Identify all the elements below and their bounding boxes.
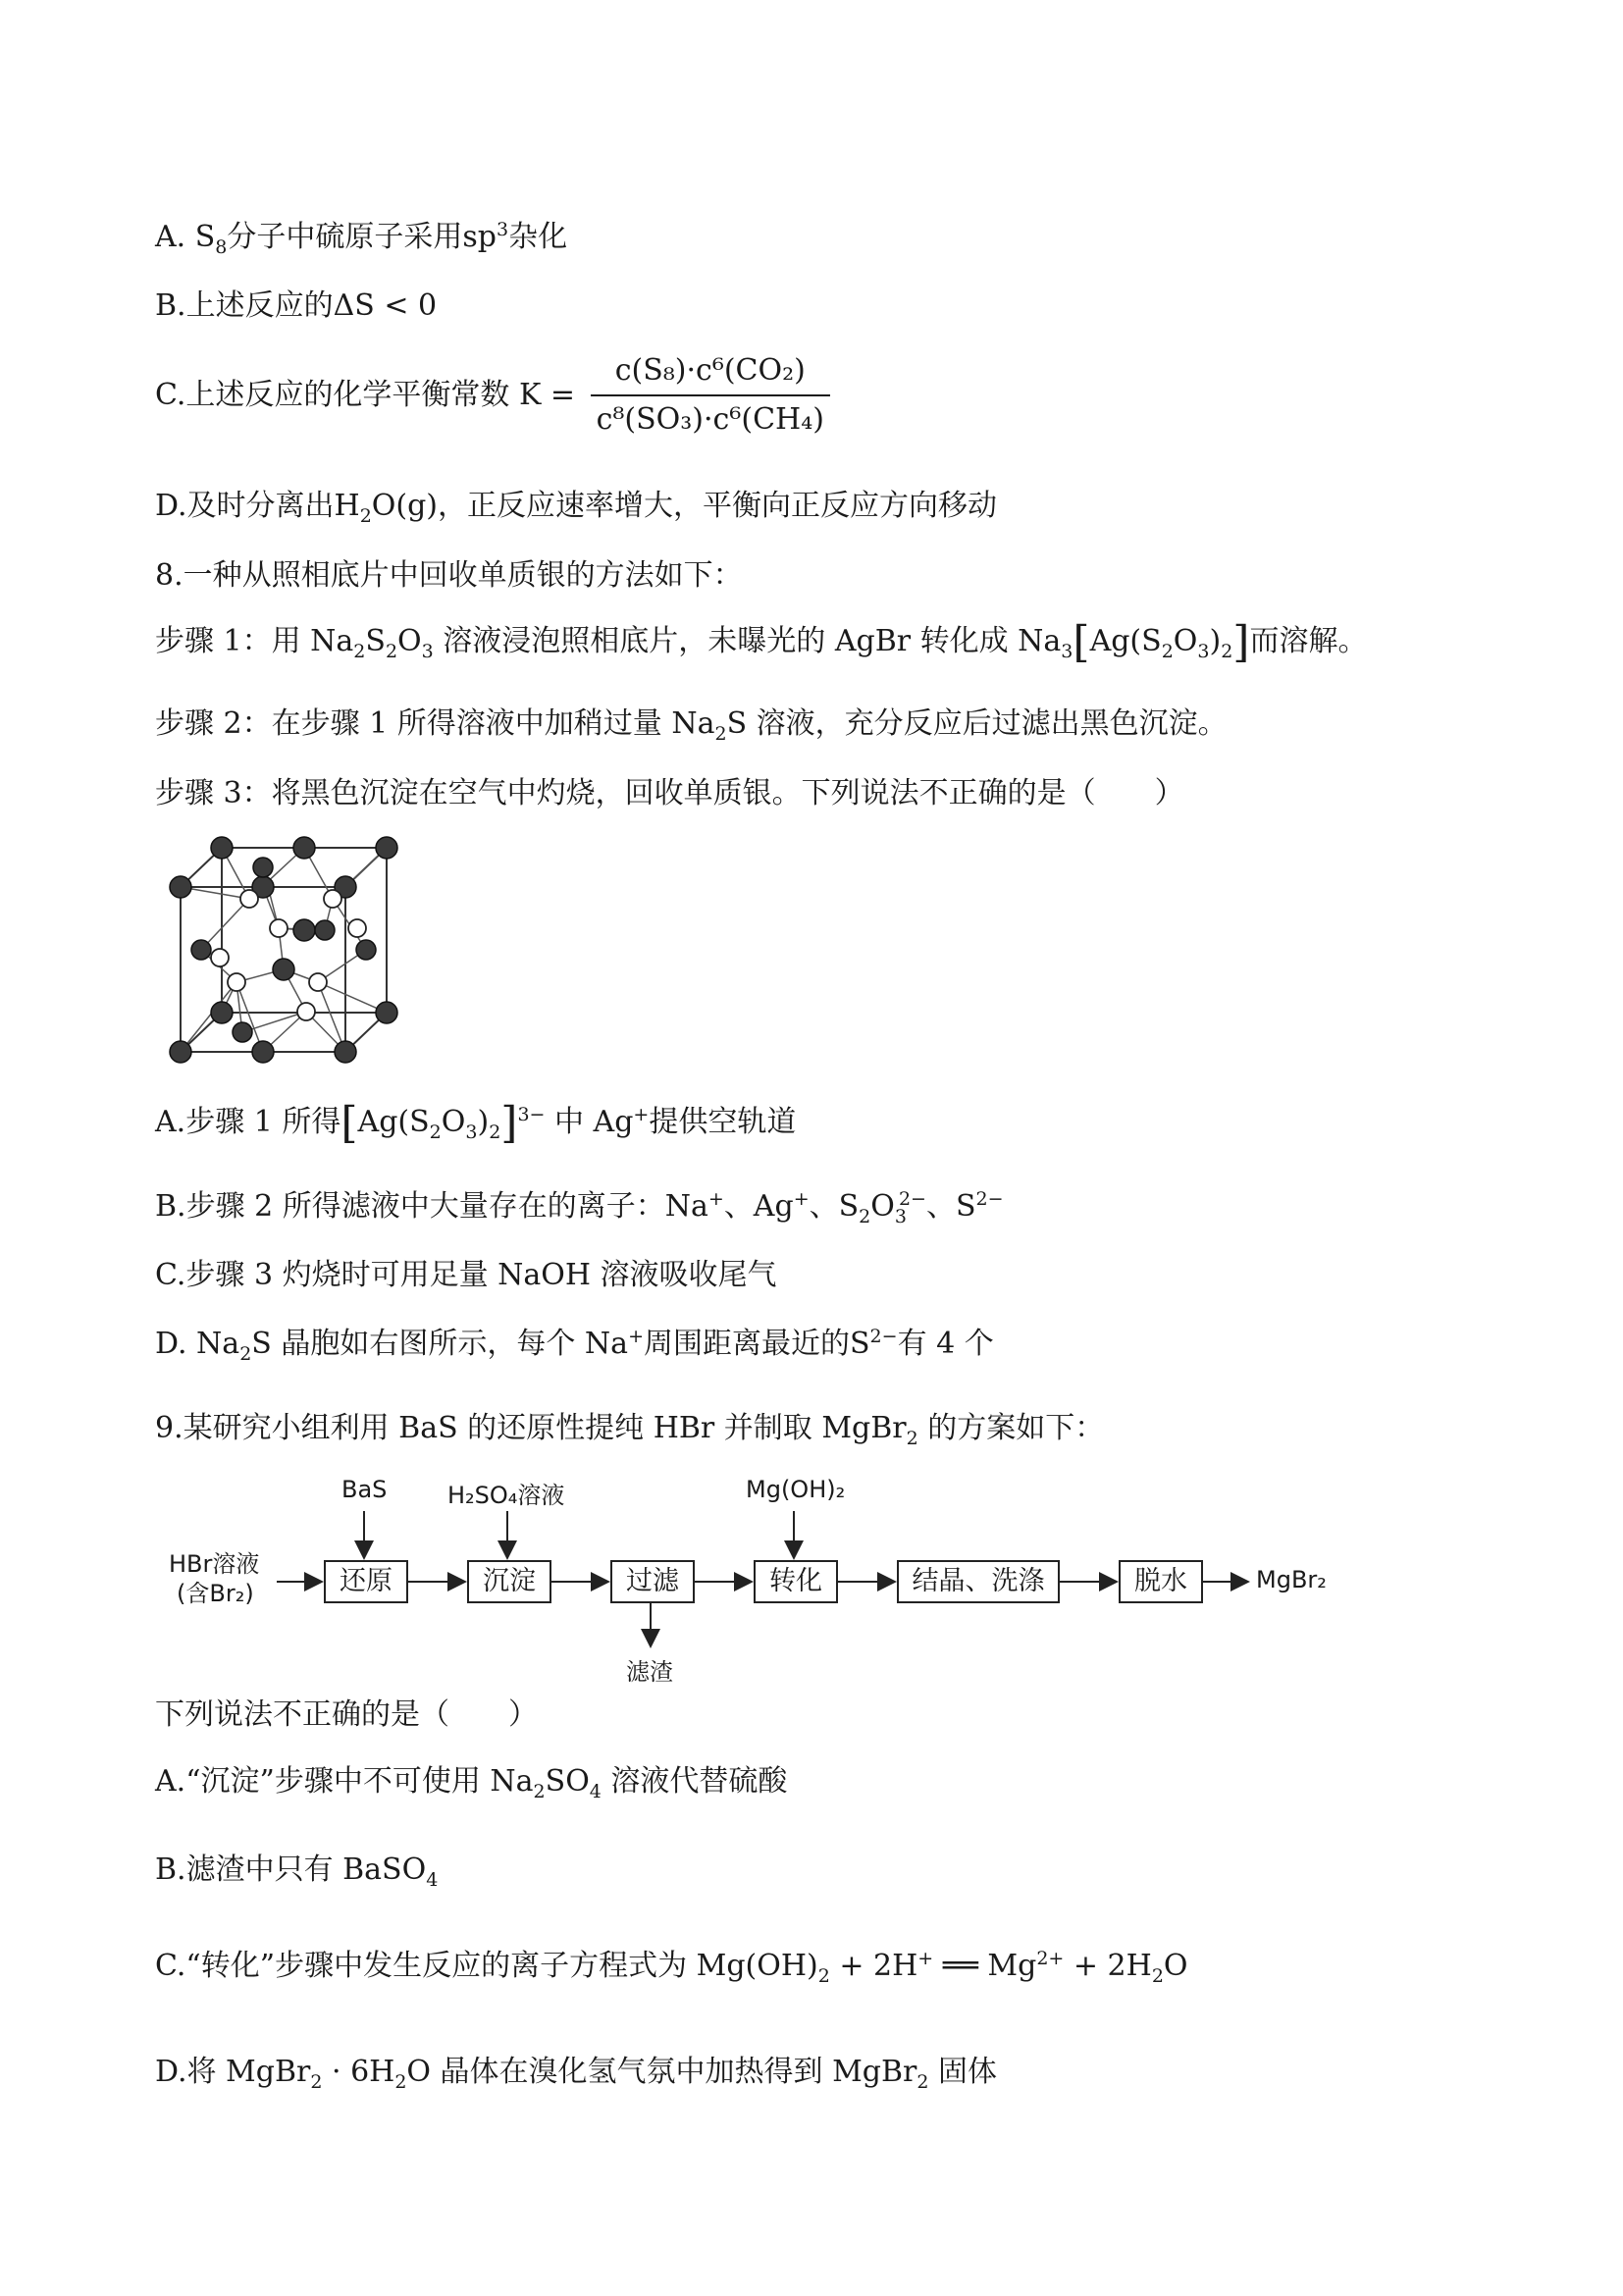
q9-option-a: A.“沉淀”步骤中不可使用 $Na_2SO_4$ 溶液代替硫酸 <box>155 1764 788 1802</box>
q9-question: 下列说法不正确的是（ ） <box>155 1697 538 1732</box>
right-bracket-icon: ] <box>1232 617 1250 667</box>
q9-title: 9.某研究小组利用 BaS 的还原性提纯 HBr 并制取 MgBr$_2$ 的方案如下： <box>155 1411 1105 1449</box>
equilibrium-constant-fraction: $\frac{\text{c(S₈)·c⁶(CO₂)}}{\text{c⁸(SO₃)·c⁶(CH₄)}}$ <box>591 351 830 440</box>
sodium-ions <box>211 890 366 1020</box>
q8-option-d: D. $Na_2S$ 晶胞如右图所示，每个 Na+周围距离最近的$S^{2-}$有 4 个 <box>155 1326 994 1365</box>
q8-step1: 步骤 1：用 $Na_2S_2O_3$ 溶液浸泡照相底片，未曝光的 AgBr 转化成 $Na_3[Ag(S_2O_3)_2]$而溶解。 <box>155 617 1368 667</box>
na2s-crystal-cell-figure <box>161 830 426 1066</box>
q9-option-d: D.将 MgBr$_2$ · $6H_2O$ 晶体在溴化氢气氛中加热得到 MgBr$_2$ 固体 <box>155 2055 998 2093</box>
q9-process-flow-diagram <box>157 1472 1354 1697</box>
residue-label: 滤渣 <box>626 1658 673 1686</box>
reagent-bas-label: BaS <box>341 1476 388 1503</box>
flow-step-crystallize-wash: 结晶、洗涤 <box>897 1560 1060 1603</box>
q8-option-a: A.步骤 1 所得$[Ag(S_2O_3)_2]^{3-}$ 中 Ag+提供空轨道 <box>155 1098 797 1148</box>
reagent-mgoh2-label: Mg(OH)₂ <box>746 1476 846 1503</box>
flow-input-label: HBr溶液 <box>169 1550 260 1578</box>
flow-step-dehydration: 脱水 <box>1119 1560 1203 1603</box>
q8-option-b: B.步骤 2 所得滤液中大量存在的离子：Na+、Ag+、$S_2O_3^{2-}$、$S^{2-}$ <box>155 1188 1004 1227</box>
flow-product-label: MgBr₂ <box>1256 1566 1327 1593</box>
q9-option-b: B.滤渣中只有 BaSO$_4$ <box>155 1852 439 1891</box>
q7-option-c: C.上述反应的化学平衡常数 K = $\frac{\text{c(S₈)·c⁶(CO₂)}}{\text{c⁸(SO₃)·c⁶(CH₄)}}$ <box>155 351 830 440</box>
q8-title: 8.一种从照相底片中回收单质银的方法如下： <box>155 558 743 593</box>
q7-option-d: D.及时分离出$H_2O(g)$，正反应速率增大，平衡向正反应方向移动 <box>155 489 997 527</box>
flow-step-conversion: 转化 <box>754 1560 838 1603</box>
flow-step-filtration: 过滤 <box>610 1560 695 1603</box>
left-bracket-icon: [ <box>1073 617 1090 667</box>
reagent-h2so4-label: H₂SO₄溶液 <box>447 1482 565 1509</box>
flow-input-sub-label: (含Br₂) <box>177 1580 254 1607</box>
q8-step2: 步骤 2：在步骤 1 所得溶液中加稍过量 $Na_2S$ 溶液，充分反应后过滤出黑色沉淀。 <box>155 706 1228 745</box>
flow-step-precipitation: 沉淀 <box>467 1560 551 1603</box>
q8-step3: 步骤 3：将黑色沉淀在空气中灼烧，回收单质银。下列说法不正确的是（ ） <box>155 776 1184 810</box>
q9-option-c: C.“转化”步骤中发生反应的离子方程式为 $Mg(OH)_2 + 2H^+$ ══ $Mg^{2+} + 2H_2O$ <box>155 1948 1188 1987</box>
left-bracket-icon: [ <box>340 1098 358 1148</box>
q7-option-b: B.上述反应的ΔS < 0 <box>155 288 438 323</box>
flow-step-reduction: 还原 <box>324 1560 408 1603</box>
q7-option-a: A. $S_8$分子中硫原子采用$sp^3$杂化 <box>155 219 568 258</box>
q8-option-c: C.步骤 3 灼烧时可用足量 NaOH 溶液吸收尾气 <box>155 1258 777 1292</box>
right-bracket-icon: ] <box>500 1098 518 1148</box>
